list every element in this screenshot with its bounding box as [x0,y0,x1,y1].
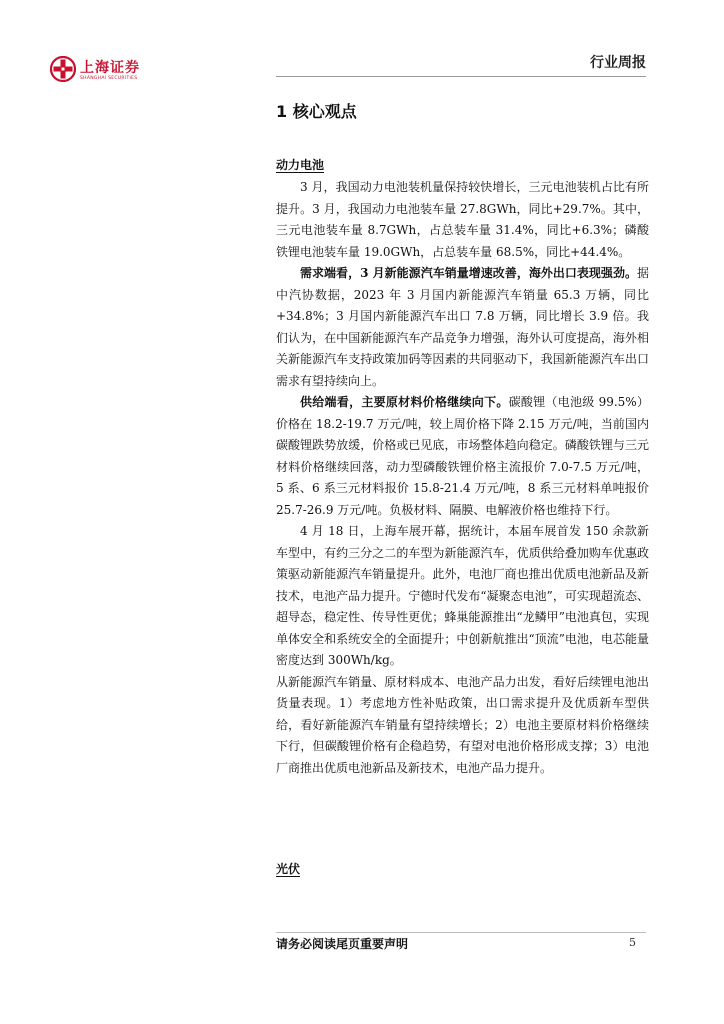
section-title: 1 核心观点 [276,102,357,121]
footer-divider [276,932,646,933]
logo-english-name: SHANGHAI SECURITIES [80,76,138,81]
subheading-photovoltaic: 光伏 [276,862,301,876]
battery-paragraph-3 [276,392,649,521]
report-type-label: 行业周报 [590,55,646,71]
battery-paragraph-3-text: 碳酸锂（电池级 99.5%）价格在 18.2-19.7 万元/吨，较上周价格下降 2.15 万元/吨，当前国内碳酸锂跌势放缓，价格或已见底，市场整体趋向稳定。磷酸铁锂与三元材料价格继续回落，动力型磷酸铁锂价格主流报价 7.0-7.5 万元/吨，5 系、6 系三元材料报价 15.8-21.4 万元/吨，8 系三元材料单吨报价 25.7-26.9 万元/吨。负极材料、隔膜、电解液价格也维持下行。 [276,395,649,517]
shanghai-securities-logo-icon [50,56,76,82]
logo-chinese-name: 上海证券 [80,60,140,76]
battery-paragraph-2-lead: 需求端看，3 月新能源汽车销量增速改善，海外出口表现强劲。 [300,266,637,280]
footer-disclaimer: 请务必阅读尾页重要声明 [276,937,409,951]
header-divider [276,76,646,77]
company-logo [50,56,160,84]
battery-paragraph-4: 4 月 18 日，上海车展开幕，据统计，本届车展首发 150 余款新车型中，有约三分之二的车型为新能源汽车，优质供给叠加购车优惠政策驱动新能源汽车销量提升。此外，电池厂商也推出优质电池新品及新技术，电池产品力提升。宁德时代发布“凝聚态电池”，可实现超流态、超导态，稳定性、传导性更优；蜂巢能源推出“龙鳞甲”电池真包，实现单体安全和系统安全的全面提升；中创新航推出“顶流”电池，电芯能量密度达到 300Wh/kg。 [276,524,649,667]
battery-paragraph-5: 从新能源汽车销量、原材料成本、电池产品力出发，看好后续锂电池出货量表现。1）考虑地方性补贴政策，出口需求提升及优质新车型供给，看好新能源汽车销量有望持续增长；2）电池主要原材料价格继续下行，但碳酸锂价格有企稳趋势，有望对电池价格形成支撑；3）电池厂商推出优质电池新品及新技术，电池产品力提升。 [276,674,649,775]
battery-paragraph-1: 3 月，我国动力电池装机量保持较快增长，三元电池装机占比有所提升。3 月，我国动力电池装车量 27.8GWh，同比+29.7%。其中，三元电池装车量 8.7GWh，占总装车量 31.4%，同比+6.3%；磷酸铁锂电池装车量 19.0GWh，占总装车量 68.5%，同比+44.4%。 [276,180,649,259]
battery-body [276,177,649,779]
page-number: 5 [629,936,636,949]
battery-paragraph-2-text: 据中汽协数据，2023 年 3 月国内新能源汽车销量 65.3 万辆，同比+34.8%；3 月国内新能源汽车出口 7.8 万辆，同比增长 3.9 倍。我们认为，在中国新能源汽车产品竞争力增强，海外认可度提高，海外相关新能源汽车支持政策加码等因素的共同驱动下，我国新能源汽车出口需求有望持续向上。 [276,266,649,388]
battery-paragraph-3-lead: 供给端看，主要原材料价格继续向下。 [300,395,509,409]
subheading-power-battery: 动力电池 [276,158,325,172]
battery-paragraph-2 [276,263,649,392]
